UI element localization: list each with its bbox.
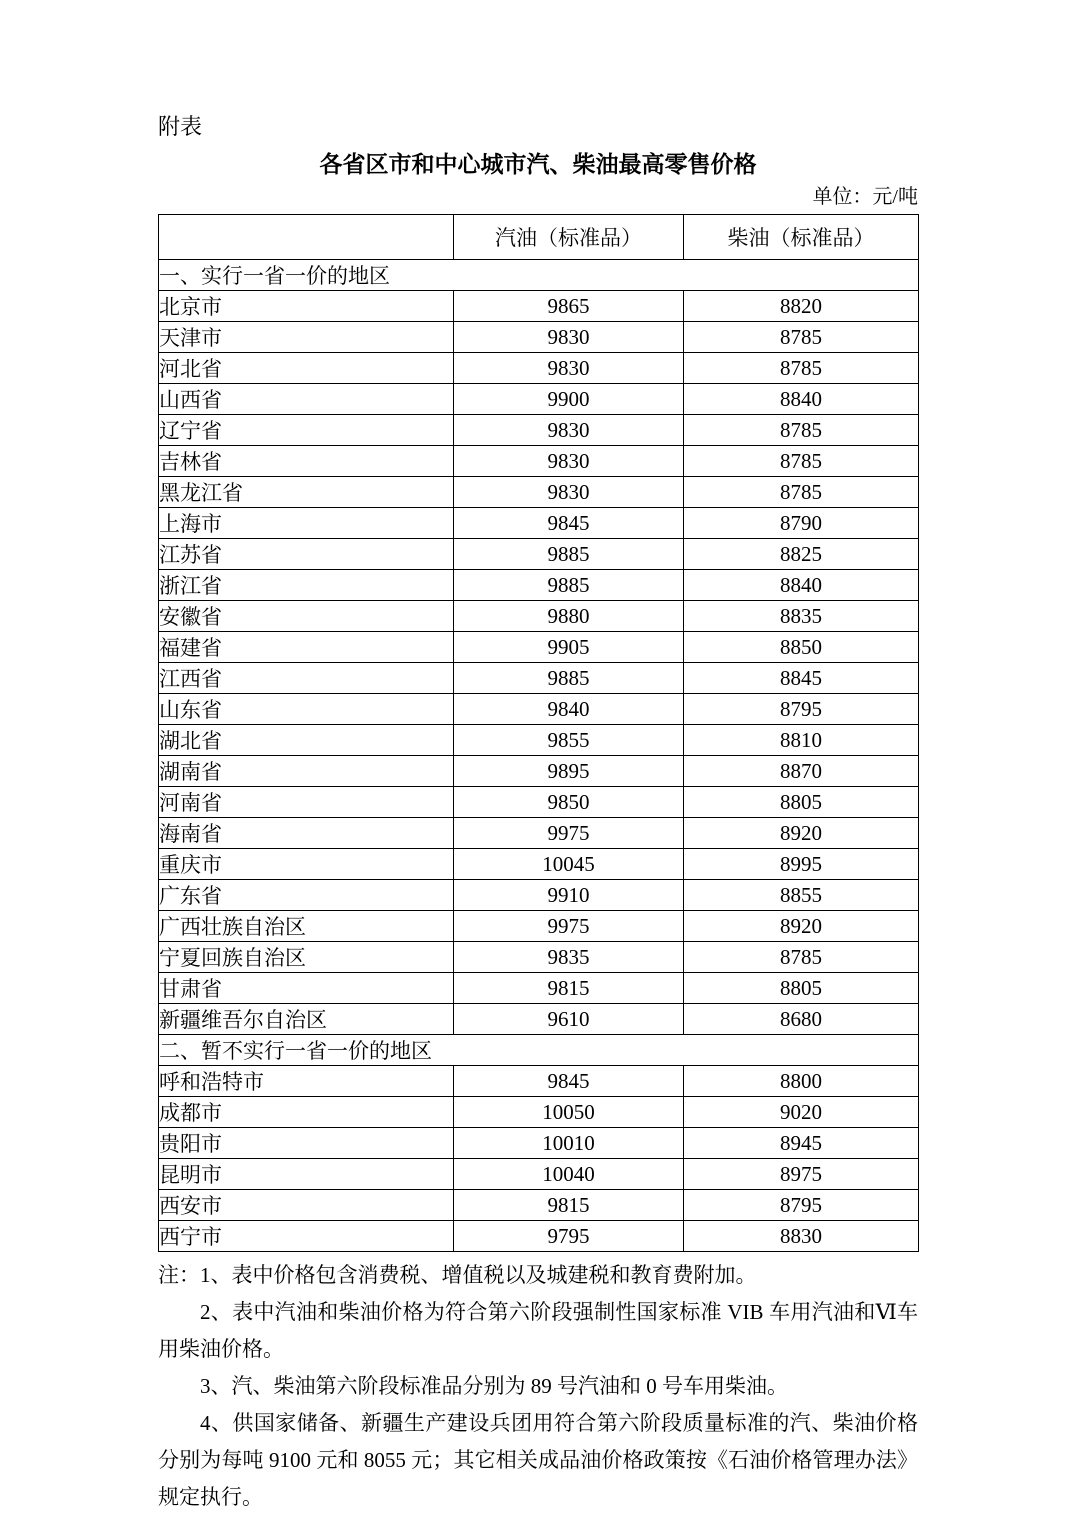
table-row [159,446,919,477]
gasoline-price-cell: 9815 [454,1190,684,1221]
diesel-price-cell: 8835 [684,601,919,632]
column-header-diesel: 柴油（标准品） [684,215,919,260]
gasoline-price-cell: 9900 [454,384,684,415]
gasoline-price-cell: 9815 [454,973,684,1004]
diesel-price-cell: 8975 [684,1159,919,1190]
diesel-price-cell: 8840 [684,384,919,415]
gasoline-price-cell: 9855 [454,725,684,756]
region-cell: 黑龙江省 [159,477,454,508]
table-row [159,973,919,1004]
gasoline-price-cell: 10050 [454,1097,684,1128]
diesel-price-cell: 8785 [684,942,919,973]
region-cell: 成都市 [159,1097,454,1128]
region-cell: 山西省 [159,384,454,415]
region-cell: 河北省 [159,353,454,384]
diesel-price-cell: 8840 [684,570,919,601]
gasoline-price-cell: 9840 [454,694,684,725]
region-cell: 北京市 [159,291,454,322]
table-row [159,353,919,384]
gasoline-price-cell: 9610 [454,1004,684,1035]
gasoline-price-cell: 9845 [454,508,684,539]
column-header-gasoline: 汽油（标准品） [454,215,684,260]
region-cell: 贵阳市 [159,1128,454,1159]
gasoline-price-cell: 9835 [454,942,684,973]
region-cell: 甘肃省 [159,973,454,1004]
table-row [159,632,919,663]
table-row [159,539,919,570]
gasoline-price-cell: 9885 [454,539,684,570]
table-row [159,725,919,756]
gasoline-price-cell: 10045 [454,849,684,880]
diesel-price-cell: 8785 [684,415,919,446]
table-row [159,570,919,601]
diesel-price-cell: 8945 [684,1128,919,1159]
gasoline-price-cell: 9850 [454,787,684,818]
gasoline-price-cell: 9865 [454,291,684,322]
note-3: 3、汽、柴油第六阶段标准品分别为 89 号汽油和 0 号车用柴油。 [200,1374,788,1398]
region-cell: 昆明市 [159,1159,454,1190]
diesel-price-cell: 8845 [684,663,919,694]
table-row [159,415,919,446]
table-row [159,911,919,942]
gasoline-price-cell: 10010 [454,1128,684,1159]
table-row [159,663,919,694]
table-row [159,291,919,322]
note-2: 2、表中汽油和柴油价格为符合第六阶段强制性国家标准 VIB 车用汽油和Ⅵ车用柴油价格。 [158,1300,918,1361]
page-title: 各省区市和中心城市汽、柴油最高零售价格 [319,151,757,177]
notes-block [158,1257,918,1516]
diesel-price-cell: 8795 [684,1190,919,1221]
region-cell: 宁夏回族自治区 [159,942,454,973]
diesel-price-cell: 8855 [684,880,919,911]
column-header-region [159,215,454,260]
region-cell: 湖南省 [159,756,454,787]
diesel-price-cell: 8920 [684,911,919,942]
appendix-label: 附表 [158,114,203,139]
diesel-price-cell: 8680 [684,1004,919,1035]
section-header-row [159,260,919,291]
region-cell: 西宁市 [159,1221,454,1252]
diesel-price-cell: 8790 [684,508,919,539]
diesel-price-cell: 8830 [684,1221,919,1252]
table-row [159,1066,919,1097]
diesel-price-cell: 8785 [684,322,919,353]
region-cell: 广东省 [159,880,454,911]
document-page [158,112,918,1516]
diesel-price-cell: 8805 [684,973,919,1004]
region-cell: 安徽省 [159,601,454,632]
table-row [159,1159,919,1190]
section-header: 二、暂不实行一省一价的地区 [159,1035,919,1066]
region-cell: 山东省 [159,694,454,725]
table-row [159,384,919,415]
table-row [159,1004,919,1035]
gasoline-price-cell: 9845 [454,1066,684,1097]
note-4: 4、供国家储备、新疆生产建设兵团用符合第六阶段质量标准的汽、柴油价格分别为每吨 9100 元和 8055 元；其它相关成品油价格政策按《石油价格管理办法》规定执行。 [158,1411,918,1509]
table-row [159,818,919,849]
gasoline-price-cell: 9830 [454,353,684,384]
diesel-price-cell: 8810 [684,725,919,756]
table-body [159,260,919,1252]
table-header-row [159,215,919,260]
diesel-price-cell: 8785 [684,353,919,384]
gasoline-price-cell: 9885 [454,570,684,601]
table-row [159,1128,919,1159]
region-cell: 广西壮族自治区 [159,911,454,942]
diesel-price-cell: 8795 [684,694,919,725]
region-cell: 江苏省 [159,539,454,570]
table-row [159,756,919,787]
region-cell: 河南省 [159,787,454,818]
diesel-price-cell: 9020 [684,1097,919,1128]
table-row [159,477,919,508]
region-cell: 浙江省 [159,570,454,601]
gasoline-price-cell: 9880 [454,601,684,632]
region-cell: 重庆市 [159,849,454,880]
table-row [159,1221,919,1252]
gasoline-price-cell: 9830 [454,477,684,508]
table-row [159,322,919,353]
gasoline-price-cell: 9975 [454,911,684,942]
diesel-price-cell: 8785 [684,477,919,508]
diesel-price-cell: 8820 [684,291,919,322]
gasoline-price-cell: 9975 [454,818,684,849]
table-row [159,1190,919,1221]
table-row [159,508,919,539]
diesel-price-cell: 8920 [684,818,919,849]
section-header: 一、实行一省一价的地区 [159,260,919,291]
gasoline-price-cell: 9895 [454,756,684,787]
diesel-price-cell: 8850 [684,632,919,663]
table-row [159,601,919,632]
region-cell: 福建省 [159,632,454,663]
diesel-price-cell: 8825 [684,539,919,570]
diesel-price-cell: 8995 [684,849,919,880]
region-cell: 吉林省 [159,446,454,477]
diesel-price-cell: 8805 [684,787,919,818]
gasoline-price-cell: 9905 [454,632,684,663]
table-row [159,694,919,725]
gasoline-price-cell: 9795 [454,1221,684,1252]
table-row [159,880,919,911]
region-cell: 西安市 [159,1190,454,1221]
diesel-price-cell: 8800 [684,1066,919,1097]
diesel-price-cell: 8870 [684,756,919,787]
table-row [159,787,919,818]
section-header-row [159,1035,919,1066]
region-cell: 辽宁省 [159,415,454,446]
gasoline-price-cell: 9885 [454,663,684,694]
region-cell: 呼和浩特市 [159,1066,454,1097]
gasoline-price-cell: 9830 [454,322,684,353]
gasoline-price-cell: 10040 [454,1159,684,1190]
gasoline-price-cell: 9830 [454,415,684,446]
region-cell: 湖北省 [159,725,454,756]
region-cell: 上海市 [159,508,454,539]
diesel-price-cell: 8785 [684,446,919,477]
region-cell: 海南省 [159,818,454,849]
region-cell: 天津市 [159,322,454,353]
unit-label: 单位：元/吨 [812,186,918,208]
price-table [158,214,919,1252]
gasoline-price-cell: 9830 [454,446,684,477]
region-cell: 江西省 [159,663,454,694]
gasoline-price-cell: 9910 [454,880,684,911]
region-cell: 新疆维吾尔自治区 [159,1004,454,1035]
table-row [159,942,919,973]
table-row [159,1097,919,1128]
table-row [159,849,919,880]
note-1: 注：1、表中价格包含消费税、增值税以及城建税和教育费附加。 [158,1263,757,1287]
